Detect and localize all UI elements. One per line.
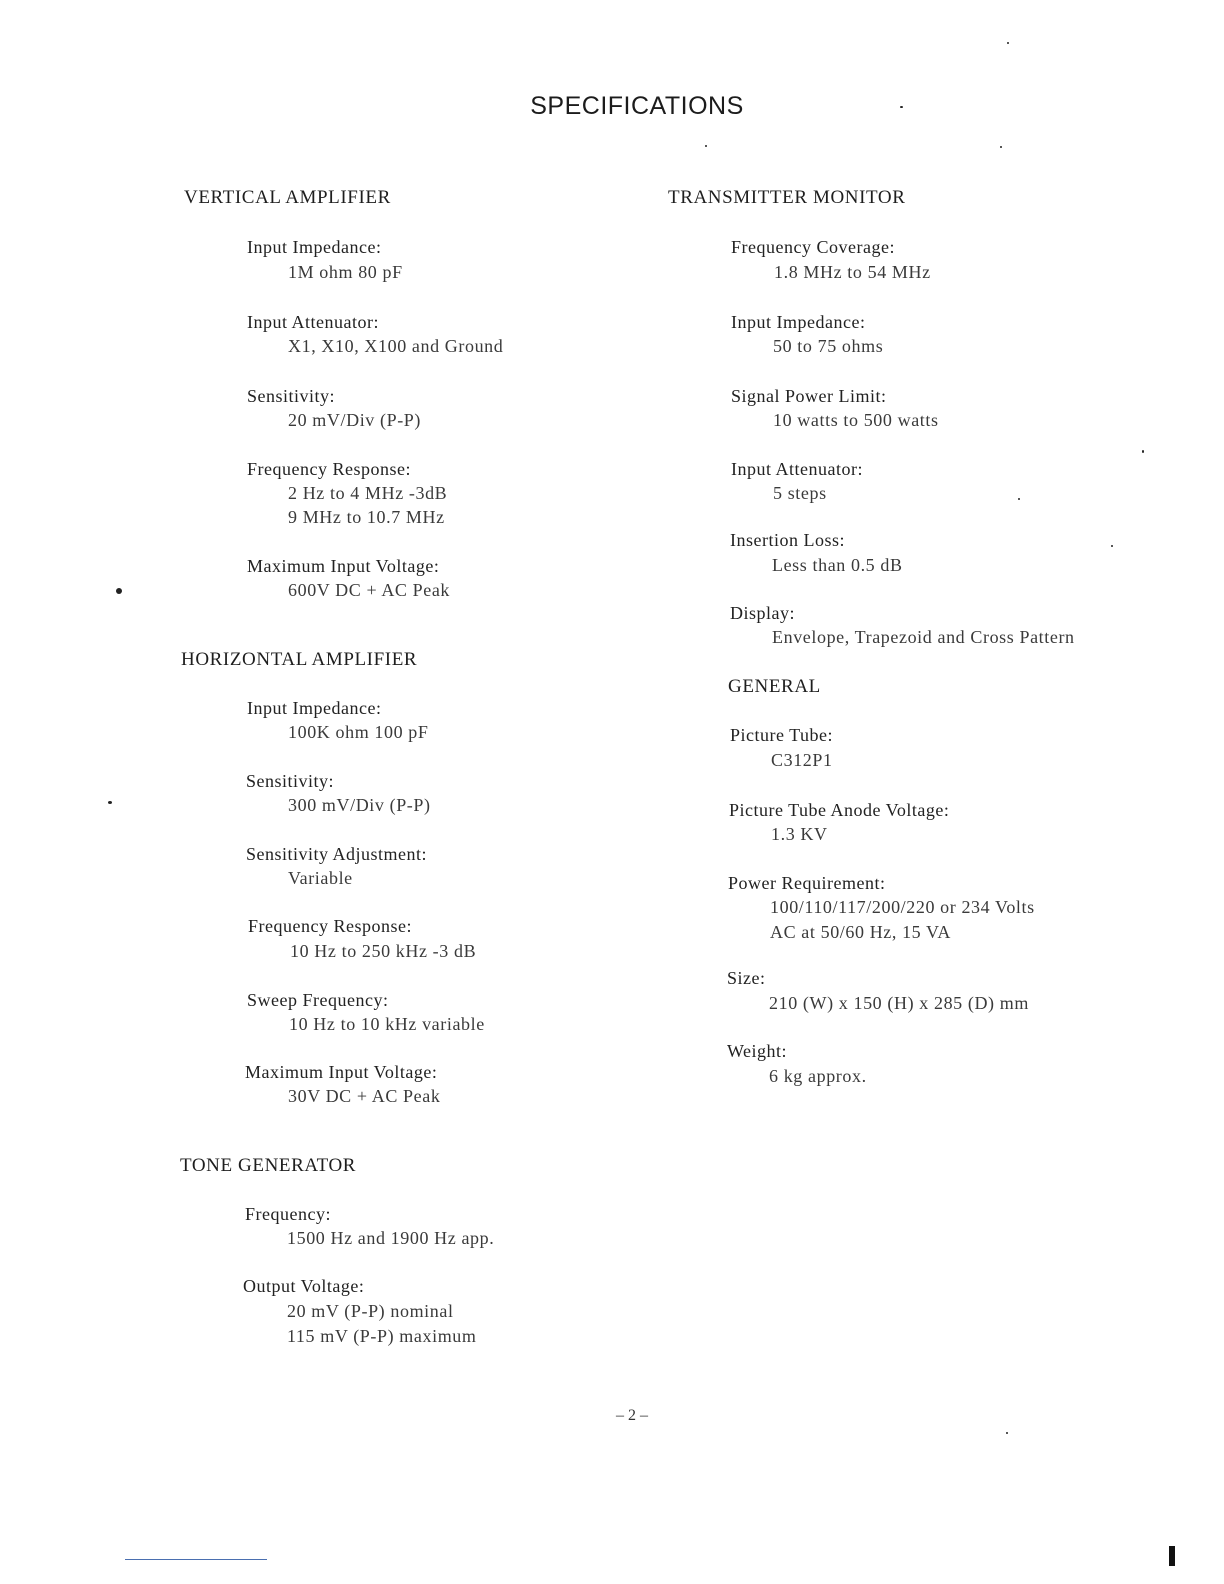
horizontal-sweep-frequency-label: Sweep Frequency:: [247, 990, 389, 1010]
vertical-frequency-response-label: Frequency Response:: [247, 459, 411, 479]
signal-power-limit-label: Signal Power Limit:: [731, 386, 887, 406]
horizontal-input-impedance-label: Input Impedance:: [247, 698, 382, 718]
vertical-input-attenuator-label: Input Attenuator:: [247, 312, 379, 332]
weight-value: 6 kg approx.: [769, 1066, 867, 1086]
horizontal-frequency-response-label: Frequency Response:: [248, 916, 412, 936]
vertical-amplifier-heading: VERTICAL AMPLIFIER: [184, 187, 391, 208]
tone-frequency-value: 1500 Hz and 1900 Hz app.: [287, 1228, 495, 1248]
vertical-max-input-voltage-value: 600V DC + AC Peak: [288, 580, 451, 600]
tone-generator-heading: TONE GENERATOR: [180, 1155, 357, 1176]
horizontal-amplifier-heading: HORIZONTAL AMPLIFIER: [181, 649, 418, 670]
footer-rule: [125, 1559, 267, 1560]
monitor-input-impedance-label: Input Impedance:: [731, 312, 866, 332]
tone-output-voltage-value-2: 115 mV (P-P) maximum: [287, 1326, 477, 1346]
power-requirement-label: Power Requirement:: [728, 873, 886, 893]
tone-output-voltage-value-1: 20 mV (P-P) nominal: [287, 1301, 454, 1321]
scan-speck: [1000, 146, 1002, 148]
frequency-coverage-value: 1.8 MHz to 54 MHz: [774, 262, 931, 282]
scan-speck: [1018, 498, 1020, 500]
insertion-loss-value: Less than 0.5 dB: [772, 555, 903, 575]
vertical-frequency-response-value-2: 9 MHz to 10.7 MHz: [288, 507, 445, 527]
picture-tube-value: C312P1: [771, 750, 833, 770]
horizontal-frequency-response-value: 10 Hz to 250 kHz -3 dB: [290, 941, 477, 961]
horizontal-sensitivity-label: Sensitivity:: [246, 771, 335, 791]
horizontal-sensitivity-adjustment-label: Sensitivity Adjustment:: [246, 844, 428, 864]
page-number: – 2 –: [616, 1407, 648, 1424]
horizontal-max-input-voltage-label: Maximum Input Voltage:: [245, 1062, 438, 1082]
display-value: Envelope, Trapezoid and Cross Pattern: [772, 627, 1075, 647]
tone-output-voltage-label: Output Voltage:: [243, 1276, 365, 1296]
picture-tube-label: Picture Tube:: [730, 725, 834, 745]
anode-voltage-value: 1.3 KV: [771, 824, 828, 844]
anode-voltage-label: Picture Tube Anode Voltage:: [729, 800, 950, 820]
vertical-input-impedance-label: Input Impedance:: [247, 237, 382, 257]
vertical-sensitivity-label: Sensitivity:: [247, 386, 336, 406]
horizontal-sensitivity-adjustment-value: Variable: [288, 868, 353, 888]
vertical-sensitivity-value: 20 mV/Div (P-P): [288, 410, 422, 430]
signal-power-limit-value: 10 watts to 500 watts: [773, 410, 939, 430]
vertical-frequency-response-value-1: 2 Hz to 4 MHz -3dB: [288, 483, 448, 503]
weight-label: Weight:: [727, 1041, 788, 1061]
scan-speck: [1007, 42, 1009, 44]
scan-speck: [108, 801, 112, 804]
horizontal-sweep-frequency-value: 10 Hz to 10 kHz variable: [289, 1014, 485, 1034]
vertical-input-attenuator-value: X1, X10, X100 and Ground: [288, 336, 504, 356]
scan-speck: [1142, 450, 1144, 453]
tone-frequency-label: Frequency:: [245, 1204, 331, 1224]
horizontal-input-impedance-value: 100K ohm 100 pF: [288, 722, 429, 742]
monitor-input-attenuator-label: Input Attenuator:: [731, 459, 863, 479]
page-title: SPECIFICATIONS: [530, 92, 744, 120]
power-requirement-value-2: AC at 50/60 Hz, 15 VA: [770, 922, 951, 942]
scan-edge-mark: [1169, 1546, 1175, 1566]
scan-speck: [1111, 545, 1113, 547]
vertical-max-input-voltage-label: Maximum Input Voltage:: [247, 556, 440, 576]
monitor-input-impedance-value: 50 to 75 ohms: [773, 336, 884, 356]
insertion-loss-label: Insertion Loss:: [730, 530, 845, 550]
scan-speck: [116, 588, 122, 594]
size-value: 210 (W) x 150 (H) x 285 (D) mm: [769, 993, 1029, 1013]
general-heading: GENERAL: [728, 676, 821, 697]
size-label: Size:: [727, 968, 766, 988]
horizontal-sensitivity-value: 300 mV/Div (P-P): [288, 795, 431, 815]
vertical-input-impedance-value: 1M ohm 80 pF: [288, 262, 403, 282]
power-requirement-value-1: 100/110/117/200/220 or 234 Volts: [770, 897, 1035, 917]
horizontal-max-input-voltage-value: 30V DC + AC Peak: [288, 1086, 441, 1106]
display-label: Display:: [730, 603, 795, 623]
monitor-input-attenuator-value: 5 steps: [773, 483, 827, 503]
frequency-coverage-label: Frequency Coverage:: [731, 237, 895, 257]
scan-speck: [900, 106, 903, 108]
scan-speck: [1006, 1432, 1008, 1434]
scan-speck: [705, 145, 707, 147]
transmitter-monitor-heading: TRANSMITTER MONITOR: [668, 187, 906, 208]
